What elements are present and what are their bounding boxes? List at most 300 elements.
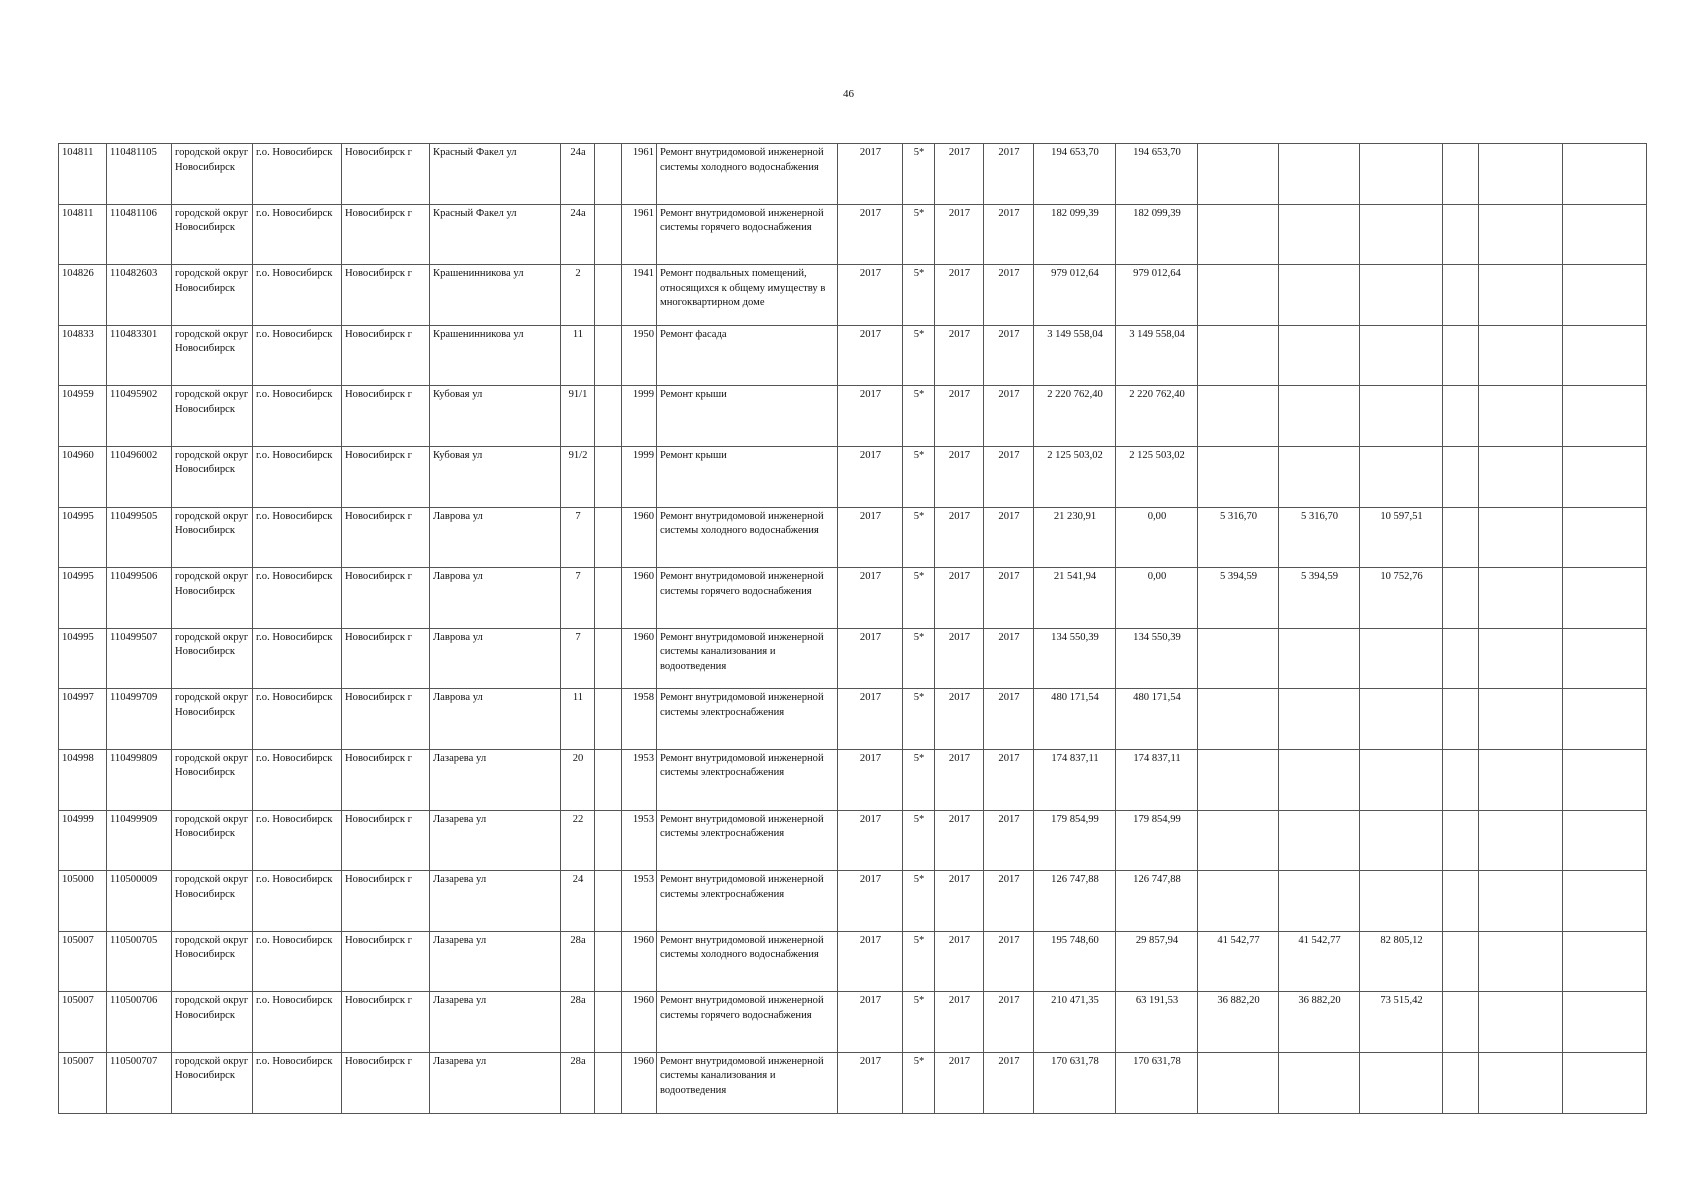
cell-funding-2 xyxy=(1279,265,1360,326)
cell-funding-3 xyxy=(1360,144,1443,205)
table-row xyxy=(59,871,1647,932)
cell-funding-2 xyxy=(1279,689,1360,750)
cell-korpus xyxy=(595,144,622,205)
cell-start-year: 2017 xyxy=(935,265,984,326)
cell-year-built: 1999 xyxy=(622,446,657,507)
cell-district: г.о. Новосибирск xyxy=(253,568,342,629)
cell-korpus xyxy=(595,871,622,932)
cell-start-year: 2017 xyxy=(935,568,984,629)
cell-city: Новосибирск г xyxy=(342,144,430,205)
cell-extra-3 xyxy=(1563,931,1647,992)
cell-fund-cost: 29 857,94 xyxy=(1116,931,1198,992)
cell-fund-cost: 179 854,99 xyxy=(1116,810,1198,871)
cell-street: Кубовая ул xyxy=(430,386,561,447)
cell-district: г.о. Новосибирск xyxy=(253,144,342,205)
cell-plan-year: 2017 xyxy=(838,810,903,871)
cell-end-year: 2017 xyxy=(984,265,1034,326)
cell-extra-2 xyxy=(1479,446,1563,507)
cell-year-built: 1961 xyxy=(622,144,657,205)
cell-street: Красный Факел ул xyxy=(430,204,561,265)
cell-house: 2 xyxy=(561,265,595,326)
cell-extra-1 xyxy=(1443,749,1479,810)
cell-fund-cost: 0,00 xyxy=(1116,507,1198,568)
cell-funding-3: 10 752,76 xyxy=(1360,568,1443,629)
cell-work-type: Ремонт внутридомовой инженерной системы электроснабжения xyxy=(657,689,838,750)
cell-extra-1 xyxy=(1443,144,1479,205)
cell-start-year: 2017 xyxy=(935,992,984,1053)
cell-korpus xyxy=(595,386,622,447)
cell-year-built: 1953 xyxy=(622,749,657,810)
cell-total-cost: 182 099,39 xyxy=(1034,204,1116,265)
cell-city: Новосибирск г xyxy=(342,1052,430,1113)
cell-district: г.о. Новосибирск xyxy=(253,810,342,871)
cell-end-year: 2017 xyxy=(984,992,1034,1053)
cell-district: г.о. Новосибирск xyxy=(253,871,342,932)
cell-city: Новосибирск г xyxy=(342,689,430,750)
cell-district: г.о. Новосибирск xyxy=(253,1052,342,1113)
cell-fund-cost: 480 171,54 xyxy=(1116,689,1198,750)
cell-num-id: 105007 xyxy=(59,1052,107,1113)
cell-num-id: 104959 xyxy=(59,386,107,447)
cell-house: 7 xyxy=(561,568,595,629)
cell-city: Новосибирск г xyxy=(342,265,430,326)
cell-work-type: Ремонт внутридомовой инженерной системы горячего водоснабжения xyxy=(657,204,838,265)
repair-register-table xyxy=(58,143,1647,1114)
cell-work-type: Ремонт крыши xyxy=(657,446,838,507)
cell-extra-3 xyxy=(1563,871,1647,932)
cell-end-year: 2017 xyxy=(984,931,1034,992)
cell-start-year: 2017 xyxy=(935,507,984,568)
cell-total-cost: 170 631,78 xyxy=(1034,1052,1116,1113)
cell-extra-1 xyxy=(1443,325,1479,386)
cell-end-year: 2017 xyxy=(984,446,1034,507)
cell-street: Красный Факел ул xyxy=(430,144,561,205)
cell-category: 5* xyxy=(903,507,935,568)
cell-total-cost: 174 837,11 xyxy=(1034,749,1116,810)
cell-funding-2 xyxy=(1279,1052,1360,1113)
cell-end-year: 2017 xyxy=(984,386,1034,447)
cell-total-cost: 2 220 762,40 xyxy=(1034,386,1116,447)
cell-extra-3 xyxy=(1563,628,1647,689)
cell-year-built: 1958 xyxy=(622,689,657,750)
table-row xyxy=(59,204,1647,265)
cell-korpus xyxy=(595,689,622,750)
cell-municipality: городской округ Новосибирск xyxy=(172,386,253,447)
cell-extra-1 xyxy=(1443,446,1479,507)
cell-house: 28а xyxy=(561,931,595,992)
cell-municipality: городской округ Новосибирск xyxy=(172,325,253,386)
cell-extra-2 xyxy=(1479,628,1563,689)
cell-extra-2 xyxy=(1479,386,1563,447)
cell-extra-3 xyxy=(1563,568,1647,629)
cell-end-year: 2017 xyxy=(984,628,1034,689)
cell-work-type: Ремонт внутридомовой инженерной системы электроснабжения xyxy=(657,871,838,932)
cell-category: 5* xyxy=(903,325,935,386)
cell-category: 5* xyxy=(903,992,935,1053)
cell-code: 110496002 xyxy=(107,446,172,507)
cell-extra-1 xyxy=(1443,204,1479,265)
cell-category: 5* xyxy=(903,931,935,992)
cell-funding-3 xyxy=(1360,689,1443,750)
cell-code: 110481105 xyxy=(107,144,172,205)
cell-street: Лазарева ул xyxy=(430,810,561,871)
cell-district: г.о. Новосибирск xyxy=(253,628,342,689)
cell-plan-year: 2017 xyxy=(838,265,903,326)
cell-city: Новосибирск г xyxy=(342,810,430,871)
cell-num-id: 104995 xyxy=(59,507,107,568)
cell-house: 24а xyxy=(561,144,595,205)
cell-korpus xyxy=(595,446,622,507)
cell-municipality: городской округ Новосибирск xyxy=(172,568,253,629)
cell-funding-3 xyxy=(1360,871,1443,932)
cell-start-year: 2017 xyxy=(935,1052,984,1113)
cell-end-year: 2017 xyxy=(984,810,1034,871)
cell-work-type: Ремонт внутридомовой инженерной системы холодного водоснабжения xyxy=(657,931,838,992)
cell-work-type: Ремонт внутридомовой инженерной системы канализования и водоотведения xyxy=(657,628,838,689)
cell-funding-1 xyxy=(1198,1052,1279,1113)
cell-work-type: Ремонт внутридомовой инженерной системы холодного водоснабжения xyxy=(657,507,838,568)
table-body xyxy=(59,144,1647,1114)
cell-start-year: 2017 xyxy=(935,749,984,810)
cell-fund-cost: 194 653,70 xyxy=(1116,144,1198,205)
cell-street: Лаврова ул xyxy=(430,689,561,750)
cell-korpus xyxy=(595,507,622,568)
cell-code: 110500705 xyxy=(107,931,172,992)
cell-funding-2: 36 882,20 xyxy=(1279,992,1360,1053)
cell-extra-2 xyxy=(1479,992,1563,1053)
cell-city: Новосибирск г xyxy=(342,507,430,568)
cell-start-year: 2017 xyxy=(935,931,984,992)
cell-start-year: 2017 xyxy=(935,810,984,871)
cell-municipality: городской округ Новосибирск xyxy=(172,265,253,326)
cell-funding-3: 73 515,42 xyxy=(1360,992,1443,1053)
cell-city: Новосибирск г xyxy=(342,871,430,932)
cell-work-type: Ремонт подвальных помещений, относящихся к общему имуществу в многоквартирном доме xyxy=(657,265,838,326)
cell-total-cost: 134 550,39 xyxy=(1034,628,1116,689)
cell-house: 28а xyxy=(561,1052,595,1113)
table-row xyxy=(59,749,1647,810)
page-number: 46 xyxy=(843,88,854,100)
cell-city: Новосибирск г xyxy=(342,628,430,689)
cell-year-built: 1953 xyxy=(622,871,657,932)
cell-house: 11 xyxy=(561,325,595,386)
cell-district: г.о. Новосибирск xyxy=(253,386,342,447)
cell-category: 5* xyxy=(903,1052,935,1113)
cell-municipality: городской округ Новосибирск xyxy=(172,446,253,507)
cell-funding-2 xyxy=(1279,144,1360,205)
cell-year-built: 1960 xyxy=(622,1052,657,1113)
table-row xyxy=(59,931,1647,992)
cell-category: 5* xyxy=(903,144,935,205)
cell-korpus xyxy=(595,568,622,629)
cell-extra-2 xyxy=(1479,265,1563,326)
table-row xyxy=(59,144,1647,205)
table-row xyxy=(59,628,1647,689)
cell-year-built: 1999 xyxy=(622,386,657,447)
cell-fund-cost: 2 220 762,40 xyxy=(1116,386,1198,447)
cell-total-cost: 2 125 503,02 xyxy=(1034,446,1116,507)
cell-end-year: 2017 xyxy=(984,689,1034,750)
cell-funding-1 xyxy=(1198,628,1279,689)
cell-fund-cost: 0,00 xyxy=(1116,568,1198,629)
cell-total-cost: 210 471,35 xyxy=(1034,992,1116,1053)
cell-extra-1 xyxy=(1443,386,1479,447)
cell-extra-2 xyxy=(1479,689,1563,750)
cell-korpus xyxy=(595,749,622,810)
cell-work-type: Ремонт внутридомовой инженерной системы электроснабжения xyxy=(657,749,838,810)
cell-funding-3 xyxy=(1360,265,1443,326)
cell-end-year: 2017 xyxy=(984,1052,1034,1113)
cell-extra-3 xyxy=(1563,325,1647,386)
cell-house: 28а xyxy=(561,992,595,1053)
cell-extra-3 xyxy=(1563,144,1647,205)
table-row xyxy=(59,386,1647,447)
cell-extra-1 xyxy=(1443,507,1479,568)
cell-num-id: 105007 xyxy=(59,992,107,1053)
cell-code: 110500706 xyxy=(107,992,172,1053)
cell-city: Новосибирск г xyxy=(342,386,430,447)
cell-extra-2 xyxy=(1479,204,1563,265)
cell-korpus xyxy=(595,992,622,1053)
table-row xyxy=(59,810,1647,871)
cell-code: 110499709 xyxy=(107,689,172,750)
cell-extra-2 xyxy=(1479,144,1563,205)
cell-start-year: 2017 xyxy=(935,446,984,507)
cell-funding-2 xyxy=(1279,386,1360,447)
cell-funding-2: 5 316,70 xyxy=(1279,507,1360,568)
cell-category: 5* xyxy=(903,568,935,629)
cell-funding-1 xyxy=(1198,446,1279,507)
cell-house: 7 xyxy=(561,507,595,568)
table-row xyxy=(59,568,1647,629)
cell-year-built: 1960 xyxy=(622,568,657,629)
cell-fund-cost: 170 631,78 xyxy=(1116,1052,1198,1113)
cell-municipality: городской округ Новосибирск xyxy=(172,1052,253,1113)
cell-funding-2 xyxy=(1279,204,1360,265)
cell-code: 110500707 xyxy=(107,1052,172,1113)
cell-extra-1 xyxy=(1443,1052,1479,1113)
cell-plan-year: 2017 xyxy=(838,144,903,205)
cell-municipality: городской округ Новосибирск xyxy=(172,810,253,871)
cell-end-year: 2017 xyxy=(984,871,1034,932)
cell-end-year: 2017 xyxy=(984,144,1034,205)
cell-extra-1 xyxy=(1443,628,1479,689)
cell-korpus xyxy=(595,1052,622,1113)
table-row xyxy=(59,507,1647,568)
cell-house: 91/1 xyxy=(561,386,595,447)
cell-funding-1 xyxy=(1198,325,1279,386)
cell-street: Лазарева ул xyxy=(430,992,561,1053)
cell-num-id: 104960 xyxy=(59,446,107,507)
cell-extra-2 xyxy=(1479,931,1563,992)
cell-funding-1 xyxy=(1198,204,1279,265)
cell-house: 91/2 xyxy=(561,446,595,507)
cell-plan-year: 2017 xyxy=(838,749,903,810)
cell-plan-year: 2017 xyxy=(838,325,903,386)
cell-extra-1 xyxy=(1443,568,1479,629)
cell-fund-cost: 63 191,53 xyxy=(1116,992,1198,1053)
cell-funding-1 xyxy=(1198,689,1279,750)
cell-funding-1 xyxy=(1198,144,1279,205)
cell-house: 24 xyxy=(561,871,595,932)
cell-house: 20 xyxy=(561,749,595,810)
cell-total-cost: 21 230,91 xyxy=(1034,507,1116,568)
cell-work-type: Ремонт фасада xyxy=(657,325,838,386)
cell-num-id: 104811 xyxy=(59,144,107,205)
cell-plan-year: 2017 xyxy=(838,628,903,689)
cell-plan-year: 2017 xyxy=(838,1052,903,1113)
cell-code: 110499909 xyxy=(107,810,172,871)
cell-category: 5* xyxy=(903,628,935,689)
cell-work-type: Ремонт внутридомовой инженерной системы холодного водоснабжения xyxy=(657,144,838,205)
cell-extra-1 xyxy=(1443,810,1479,871)
cell-num-id: 104826 xyxy=(59,265,107,326)
cell-house: 7 xyxy=(561,628,595,689)
cell-year-built: 1941 xyxy=(622,265,657,326)
cell-total-cost: 21 541,94 xyxy=(1034,568,1116,629)
cell-street: Крашенинникова ул xyxy=(430,265,561,326)
cell-code: 110499505 xyxy=(107,507,172,568)
cell-category: 5* xyxy=(903,871,935,932)
cell-city: Новосибирск г xyxy=(342,568,430,629)
cell-funding-1: 5 316,70 xyxy=(1198,507,1279,568)
cell-total-cost: 195 748,60 xyxy=(1034,931,1116,992)
cell-district: г.о. Новосибирск xyxy=(253,992,342,1053)
cell-funding-3 xyxy=(1360,1052,1443,1113)
cell-city: Новосибирск г xyxy=(342,992,430,1053)
cell-category: 5* xyxy=(903,810,935,871)
cell-code: 110499507 xyxy=(107,628,172,689)
cell-street: Лазарева ул xyxy=(430,931,561,992)
cell-start-year: 2017 xyxy=(935,325,984,386)
cell-end-year: 2017 xyxy=(984,204,1034,265)
cell-total-cost: 194 653,70 xyxy=(1034,144,1116,205)
cell-plan-year: 2017 xyxy=(838,689,903,750)
cell-korpus xyxy=(595,628,622,689)
cell-street: Крашенинникова ул xyxy=(430,325,561,386)
cell-plan-year: 2017 xyxy=(838,931,903,992)
cell-fund-cost: 134 550,39 xyxy=(1116,628,1198,689)
cell-korpus xyxy=(595,265,622,326)
cell-plan-year: 2017 xyxy=(838,386,903,447)
cell-extra-3 xyxy=(1563,446,1647,507)
cell-extra-3 xyxy=(1563,749,1647,810)
cell-num-id: 105000 xyxy=(59,871,107,932)
cell-extra-3 xyxy=(1563,507,1647,568)
cell-street: Кубовая ул xyxy=(430,446,561,507)
cell-street: Лазарева ул xyxy=(430,871,561,932)
cell-year-built: 1960 xyxy=(622,992,657,1053)
cell-total-cost: 179 854,99 xyxy=(1034,810,1116,871)
table-row xyxy=(59,325,1647,386)
cell-start-year: 2017 xyxy=(935,689,984,750)
cell-fund-cost: 3 149 558,04 xyxy=(1116,325,1198,386)
cell-plan-year: 2017 xyxy=(838,446,903,507)
cell-fund-cost: 182 099,39 xyxy=(1116,204,1198,265)
cell-municipality: городской округ Новосибирск xyxy=(172,871,253,932)
cell-korpus xyxy=(595,325,622,386)
cell-category: 5* xyxy=(903,749,935,810)
cell-funding-3 xyxy=(1360,749,1443,810)
cell-code: 110495902 xyxy=(107,386,172,447)
cell-code: 110483301 xyxy=(107,325,172,386)
cell-extra-3 xyxy=(1563,1052,1647,1113)
cell-funding-1 xyxy=(1198,265,1279,326)
cell-funding-3 xyxy=(1360,810,1443,871)
cell-work-type: Ремонт крыши xyxy=(657,386,838,447)
cell-num-id: 104997 xyxy=(59,689,107,750)
cell-city: Новосибирск г xyxy=(342,204,430,265)
cell-end-year: 2017 xyxy=(984,749,1034,810)
cell-district: г.о. Новосибирск xyxy=(253,446,342,507)
cell-extra-1 xyxy=(1443,992,1479,1053)
cell-city: Новосибирск г xyxy=(342,749,430,810)
cell-num-id: 105007 xyxy=(59,931,107,992)
cell-street: Лазарева ул xyxy=(430,749,561,810)
cell-district: г.о. Новосибирск xyxy=(253,749,342,810)
cell-street: Лаврова ул xyxy=(430,628,561,689)
cell-category: 5* xyxy=(903,204,935,265)
cell-municipality: городской округ Новосибирск xyxy=(172,144,253,205)
cell-municipality: городской округ Новосибирск xyxy=(172,507,253,568)
cell-plan-year: 2017 xyxy=(838,871,903,932)
cell-funding-1: 41 542,77 xyxy=(1198,931,1279,992)
cell-extra-2 xyxy=(1479,325,1563,386)
cell-work-type: Ремонт внутридомовой инженерной системы канализования и водоотведения xyxy=(657,1052,838,1113)
cell-extra-1 xyxy=(1443,265,1479,326)
cell-num-id: 104833 xyxy=(59,325,107,386)
cell-funding-3 xyxy=(1360,446,1443,507)
cell-category: 5* xyxy=(903,446,935,507)
table-row xyxy=(59,446,1647,507)
cell-korpus xyxy=(595,204,622,265)
cell-plan-year: 2017 xyxy=(838,204,903,265)
cell-extra-3 xyxy=(1563,992,1647,1053)
cell-municipality: городской округ Новосибирск xyxy=(172,931,253,992)
table-row xyxy=(59,1052,1647,1113)
cell-funding-1 xyxy=(1198,386,1279,447)
cell-extra-2 xyxy=(1479,507,1563,568)
cell-work-type: Ремонт внутридомовой инженерной системы горячего водоснабжения xyxy=(657,568,838,629)
cell-num-id: 104995 xyxy=(59,568,107,629)
cell-work-type: Ремонт внутридомовой инженерной системы электроснабжения xyxy=(657,810,838,871)
cell-num-id: 104995 xyxy=(59,628,107,689)
cell-funding-2: 41 542,77 xyxy=(1279,931,1360,992)
cell-funding-2 xyxy=(1279,871,1360,932)
cell-code: 110481106 xyxy=(107,204,172,265)
table-row xyxy=(59,992,1647,1053)
cell-extra-3 xyxy=(1563,386,1647,447)
cell-total-cost: 480 171,54 xyxy=(1034,689,1116,750)
cell-year-built: 1960 xyxy=(622,931,657,992)
cell-house: 11 xyxy=(561,689,595,750)
cell-plan-year: 2017 xyxy=(838,992,903,1053)
cell-year-built: 1960 xyxy=(622,628,657,689)
cell-extra-1 xyxy=(1443,689,1479,750)
cell-plan-year: 2017 xyxy=(838,568,903,629)
cell-extra-3 xyxy=(1563,689,1647,750)
cell-city: Новосибирск г xyxy=(342,931,430,992)
cell-year-built: 1950 xyxy=(622,325,657,386)
cell-district: г.о. Новосибирск xyxy=(253,265,342,326)
cell-korpus xyxy=(595,810,622,871)
cell-municipality: городской округ Новосибирск xyxy=(172,628,253,689)
cell-fund-cost: 174 837,11 xyxy=(1116,749,1198,810)
cell-total-cost: 979 012,64 xyxy=(1034,265,1116,326)
cell-num-id: 104998 xyxy=(59,749,107,810)
cell-fund-cost: 2 125 503,02 xyxy=(1116,446,1198,507)
cell-plan-year: 2017 xyxy=(838,507,903,568)
